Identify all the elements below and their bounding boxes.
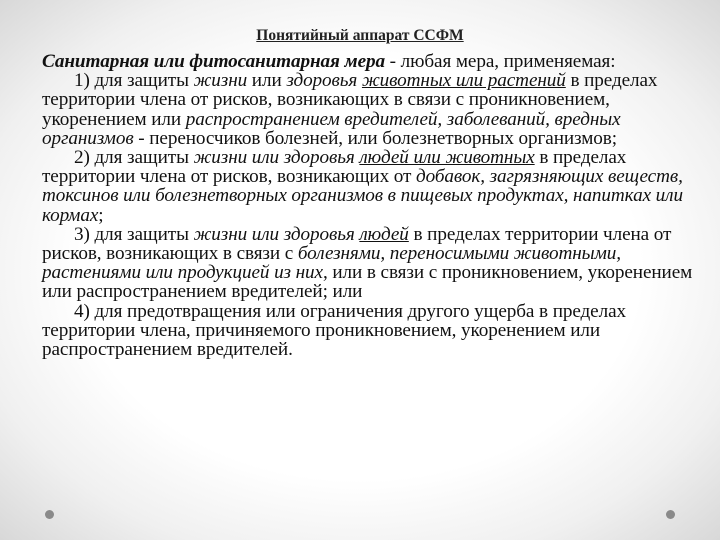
item-1-subjects: животных или растений xyxy=(361,70,566,92)
item-1-health: здоровья xyxy=(286,70,358,92)
item-2-lead: 2) для защиты xyxy=(74,147,194,169)
item-2-tail: ; xyxy=(98,204,104,226)
item-3-lead: 3) для защиты xyxy=(74,223,194,245)
item-2-substances: добавок, загрязняющих веществ, токсинов или болезнетворных организмов в пищевых продуктах, напитках или кормах xyxy=(42,166,683,226)
item-1-pests: распространением вредителей, заболеваний, вредных организмов xyxy=(42,108,621,149)
item-4-paragraph xyxy=(42,302,702,360)
item-3-life-health: жизни или здоровья xyxy=(193,223,355,245)
item-3-text: в пределах территории члена от рисков, возникающих в связи с xyxy=(42,223,672,265)
item-3-diseases: болезнями, переносимыми животными, растениями или продукцией из них xyxy=(42,243,621,284)
item-2-text: в пределах территории члена от рисков, возникающих от xyxy=(42,147,627,188)
bullet-dot-right xyxy=(666,510,675,519)
definition-paragraph xyxy=(42,52,702,71)
item-3-tail: , или в связи с проникновением, укоренением или распространением вредителей; или xyxy=(42,262,693,303)
slide-body xyxy=(42,52,702,359)
item-2-subjects: людей или животных xyxy=(359,147,535,169)
item-1-tail: - переносчиков болезней, или болезнетворных организмов; xyxy=(133,127,617,149)
item-1-paragraph xyxy=(42,71,702,148)
item-1-text: в пределах территории члена от рисков, возникающих в связи с проникновением, укоренением или xyxy=(42,70,658,130)
bullet-dot-left xyxy=(45,510,54,519)
definition-text: - любая мера, применяемая: xyxy=(384,51,616,72)
item-2-paragraph xyxy=(42,148,702,225)
item-1-life: жизни xyxy=(193,70,248,92)
item-1-or: или xyxy=(247,70,287,92)
defined-term: Санитарная или фитосанитарная мера xyxy=(42,51,385,72)
item-2-life-health: жизни или здоровья xyxy=(193,147,355,169)
item-3-subjects: людей xyxy=(359,223,409,245)
item-3-paragraph xyxy=(42,225,702,302)
item-4-text: 4) для предотвращения или ограничения другого ущерба в пределах территории члена, причиняемого проникновением, укоренением или распространением вредителей. xyxy=(42,300,626,361)
slide-title: Понятийный аппарат ССФМ xyxy=(256,27,464,44)
item-1-lead: 1) для защиты xyxy=(74,70,194,92)
